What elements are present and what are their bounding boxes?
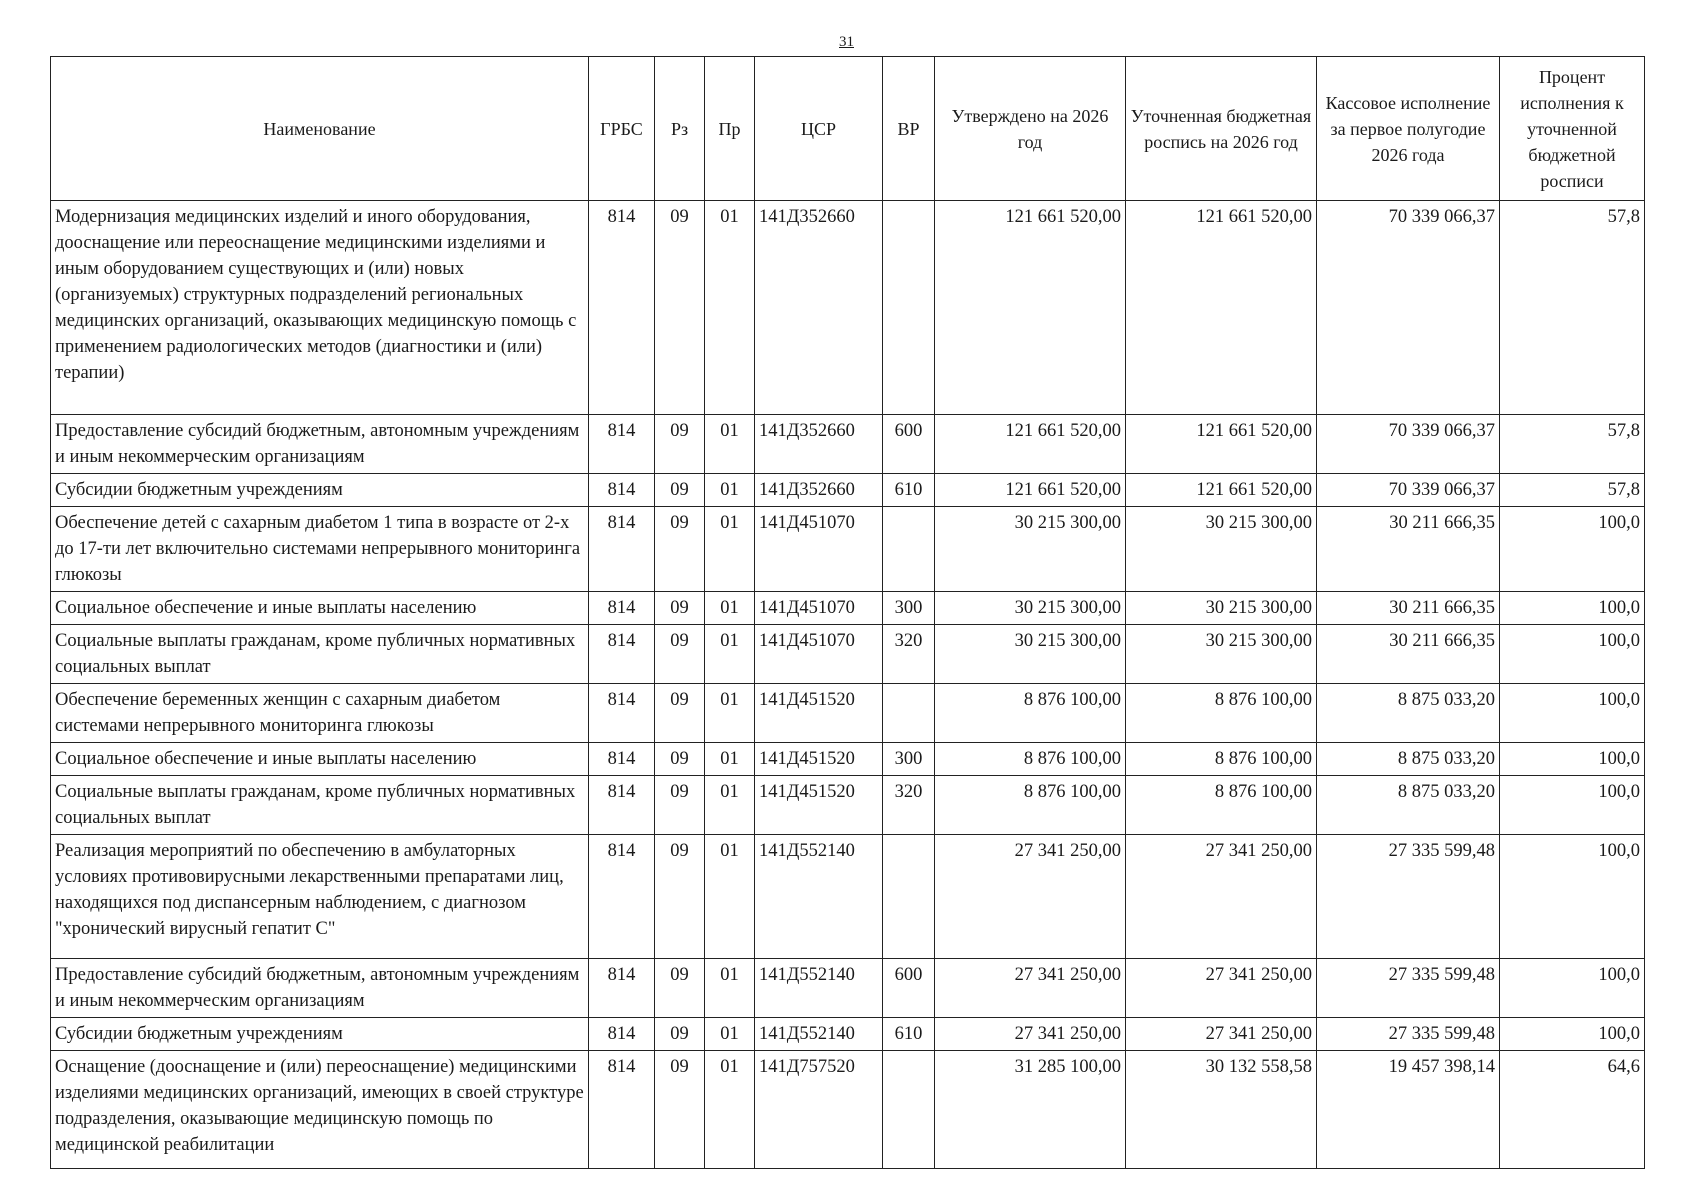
cell-csr: 141Д552140	[755, 835, 883, 959]
cell-percent: 100,0	[1500, 743, 1645, 776]
cell-approved: 31 285 100,00	[935, 1051, 1126, 1169]
budget-table	[50, 56, 1645, 1169]
cell-percent: 57,8	[1500, 201, 1645, 415]
cell-percent: 100,0	[1500, 1018, 1645, 1051]
cell-pr: 01	[705, 592, 755, 625]
cell-vr	[883, 507, 935, 592]
table-row	[51, 201, 1645, 415]
cell-vr: 300	[883, 743, 935, 776]
table-row	[51, 474, 1645, 507]
header-vr: ВР	[883, 57, 935, 201]
header-cash: Кассовое исполнение за первое полугодие 2026 года	[1317, 57, 1500, 201]
cell-csr: 141Д352660	[755, 474, 883, 507]
cell-pr: 01	[705, 1018, 755, 1051]
cell-cash: 8 875 033,20	[1317, 743, 1500, 776]
cell-cash: 30 211 666,35	[1317, 507, 1500, 592]
cell-rz: 09	[655, 835, 705, 959]
cell-pr: 01	[705, 835, 755, 959]
cell-percent: 100,0	[1500, 507, 1645, 592]
cell-grbs: 814	[589, 1018, 655, 1051]
cell-csr: 141Д757520	[755, 1051, 883, 1169]
cell-refined: 8 876 100,00	[1126, 684, 1317, 743]
cell-vr: 300	[883, 592, 935, 625]
cell-approved: 8 876 100,00	[935, 776, 1126, 835]
cell-cash: 70 339 066,37	[1317, 474, 1500, 507]
cell-approved: 30 215 300,00	[935, 592, 1126, 625]
cell-vr	[883, 835, 935, 959]
cell-refined: 30 215 300,00	[1126, 592, 1317, 625]
header-rz: Рз	[655, 57, 705, 201]
cell-percent: 57,8	[1500, 415, 1645, 474]
cell-name: Социальные выплаты гражданам, кроме публичных нормативных социальных выплат	[51, 625, 589, 684]
cell-name: Обеспечение беременных женщин с сахарным диабетом системами непрерывного мониторинга глюкозы	[51, 684, 589, 743]
cell-rz: 09	[655, 507, 705, 592]
cell-approved: 8 876 100,00	[935, 684, 1126, 743]
cell-grbs: 814	[589, 835, 655, 959]
cell-pr: 01	[705, 1051, 755, 1169]
cell-rz: 09	[655, 474, 705, 507]
cell-pr: 01	[705, 743, 755, 776]
cell-approved: 30 215 300,00	[935, 625, 1126, 684]
cell-pr: 01	[705, 625, 755, 684]
cell-grbs: 814	[589, 474, 655, 507]
cell-vr: 320	[883, 625, 935, 684]
cell-percent: 100,0	[1500, 776, 1645, 835]
cell-vr: 610	[883, 474, 935, 507]
cell-cash: 8 875 033,20	[1317, 776, 1500, 835]
table-row	[51, 684, 1645, 743]
cell-name: Модернизация медицинских изделий и иного оборудования, дооснащение или переоснащение медицинскими изделиями и иным оборудованием существующих и (или) новых (организуемых) структурных подразделений региональных медицинских организаций, оказывающих медицинскую помощь с применением радиологических методов (диагностики и (или) терапии)	[51, 201, 589, 415]
cell-csr: 141Д451520	[755, 684, 883, 743]
cell-rz: 09	[655, 743, 705, 776]
table-row	[51, 959, 1645, 1018]
header-approved: Утверждено на 2026 год	[935, 57, 1126, 201]
cell-cash: 8 875 033,20	[1317, 684, 1500, 743]
cell-pr: 01	[705, 507, 755, 592]
cell-rz: 09	[655, 415, 705, 474]
header-grbs: ГРБС	[589, 57, 655, 201]
cell-pr: 01	[705, 776, 755, 835]
header-refined: Уточненная бюджетная роспись на 2026 год	[1126, 57, 1317, 201]
cell-csr: 141Д352660	[755, 201, 883, 415]
cell-grbs: 814	[589, 625, 655, 684]
cell-name: Оснащение (дооснащение и (или) переоснащение) медицинскими изделиями медицинских организаций, имеющих в своей структуре подразделения, оказывающие медицинскую помощь по медицинской реабилитации	[51, 1051, 589, 1169]
cell-cash: 27 335 599,48	[1317, 835, 1500, 959]
table-row	[51, 625, 1645, 684]
cell-pr: 01	[705, 684, 755, 743]
cell-approved: 121 661 520,00	[935, 201, 1126, 415]
cell-rz: 09	[655, 1018, 705, 1051]
cell-csr: 141Д451070	[755, 507, 883, 592]
cell-rz: 09	[655, 776, 705, 835]
cell-name: Реализация мероприятий по обеспечению в амбулаторных условиях противовирусными лекарственными препаратами лиц, находящихся под диспансерным наблюдением, с диагнозом "хронический вирусный гепатит С"	[51, 835, 589, 959]
table-row	[51, 1051, 1645, 1169]
cell-grbs: 814	[589, 1051, 655, 1169]
cell-approved: 27 341 250,00	[935, 835, 1126, 959]
cell-refined: 121 661 520,00	[1126, 201, 1317, 415]
cell-grbs: 814	[589, 415, 655, 474]
cell-percent: 57,8	[1500, 474, 1645, 507]
cell-rz: 09	[655, 201, 705, 415]
cell-percent: 100,0	[1500, 684, 1645, 743]
header-csr: ЦСР	[755, 57, 883, 201]
cell-grbs: 814	[589, 201, 655, 415]
cell-cash: 27 335 599,48	[1317, 1018, 1500, 1051]
table-header	[51, 57, 1645, 201]
cell-csr: 141Д451520	[755, 776, 883, 835]
cell-csr: 141Д451070	[755, 625, 883, 684]
cell-name: Предоставление субсидий бюджетным, автономным учреждениям и иным некоммерческим организациям	[51, 959, 589, 1018]
cell-csr: 141Д451070	[755, 592, 883, 625]
cell-name: Субсидии бюджетным учреждениям	[51, 1018, 589, 1051]
cell-cash: 30 211 666,35	[1317, 625, 1500, 684]
header-pr: Пр	[705, 57, 755, 201]
table-row	[51, 507, 1645, 592]
table-row	[51, 1018, 1645, 1051]
cell-approved: 27 341 250,00	[935, 1018, 1126, 1051]
table-body	[51, 201, 1645, 1169]
header-name: Наименование	[51, 57, 589, 201]
cell-vr: 600	[883, 415, 935, 474]
cell-csr: 141Д451520	[755, 743, 883, 776]
cell-rz: 09	[655, 592, 705, 625]
cell-cash: 70 339 066,37	[1317, 415, 1500, 474]
cell-vr	[883, 201, 935, 415]
cell-percent: 100,0	[1500, 625, 1645, 684]
cell-name: Социальное обеспечение и иные выплаты населению	[51, 743, 589, 776]
cell-grbs: 814	[589, 684, 655, 743]
cell-refined: 30 215 300,00	[1126, 507, 1317, 592]
cell-name: Обеспечение детей с сахарным диабетом 1 типа в возрасте от 2-х до 17-ти лет включительно системами непрерывного мониторинга глюкозы	[51, 507, 589, 592]
cell-rz: 09	[655, 1051, 705, 1169]
cell-cash: 19 457 398,14	[1317, 1051, 1500, 1169]
cell-pr: 01	[705, 959, 755, 1018]
table-row	[51, 835, 1645, 959]
cell-cash: 27 335 599,48	[1317, 959, 1500, 1018]
cell-cash: 70 339 066,37	[1317, 201, 1500, 415]
cell-pr: 01	[705, 415, 755, 474]
cell-percent: 64,6	[1500, 1051, 1645, 1169]
cell-name: Социальные выплаты гражданам, кроме публичных нормативных социальных выплат	[51, 776, 589, 835]
table-row	[51, 776, 1645, 835]
cell-percent: 100,0	[1500, 959, 1645, 1018]
cell-grbs: 814	[589, 743, 655, 776]
cell-refined: 8 876 100,00	[1126, 743, 1317, 776]
table-row	[51, 743, 1645, 776]
cell-vr	[883, 1051, 935, 1169]
cell-approved: 30 215 300,00	[935, 507, 1126, 592]
cell-grbs: 814	[589, 592, 655, 625]
header-percent: Процент исполнения к уточненной бюджетной росписи	[1500, 57, 1645, 201]
cell-name: Предоставление субсидий бюджетным, автономным учреждениям и иным некоммерческим организациям	[51, 415, 589, 474]
cell-approved: 121 661 520,00	[935, 474, 1126, 507]
cell-csr: 141Д552140	[755, 1018, 883, 1051]
cell-pr: 01	[705, 474, 755, 507]
cell-vr	[883, 684, 935, 743]
cell-refined: 8 876 100,00	[1126, 776, 1317, 835]
cell-grbs: 814	[589, 507, 655, 592]
cell-rz: 09	[655, 959, 705, 1018]
cell-percent: 100,0	[1500, 592, 1645, 625]
cell-name: Субсидии бюджетным учреждениям	[51, 474, 589, 507]
cell-vr: 320	[883, 776, 935, 835]
cell-pr: 01	[705, 201, 755, 415]
cell-approved: 8 876 100,00	[935, 743, 1126, 776]
cell-grbs: 814	[589, 776, 655, 835]
table-row	[51, 415, 1645, 474]
cell-vr: 600	[883, 959, 935, 1018]
cell-grbs: 814	[589, 959, 655, 1018]
cell-approved: 27 341 250,00	[935, 959, 1126, 1018]
cell-refined: 30 215 300,00	[1126, 625, 1317, 684]
cell-csr: 141Д352660	[755, 415, 883, 474]
cell-refined: 121 661 520,00	[1126, 415, 1317, 474]
cell-percent: 100,0	[1500, 835, 1645, 959]
cell-vr: 610	[883, 1018, 935, 1051]
cell-cash: 30 211 666,35	[1317, 592, 1500, 625]
cell-refined: 27 341 250,00	[1126, 1018, 1317, 1051]
cell-rz: 09	[655, 625, 705, 684]
cell-refined: 30 132 558,58	[1126, 1051, 1317, 1169]
cell-rz: 09	[655, 684, 705, 743]
page-number: 31	[839, 34, 854, 50]
cell-refined: 27 341 250,00	[1126, 835, 1317, 959]
cell-refined: 121 661 520,00	[1126, 474, 1317, 507]
cell-approved: 121 661 520,00	[935, 415, 1126, 474]
cell-refined: 27 341 250,00	[1126, 959, 1317, 1018]
table-row	[51, 592, 1645, 625]
cell-name: Социальное обеспечение и иные выплаты населению	[51, 592, 589, 625]
cell-csr: 141Д552140	[755, 959, 883, 1018]
